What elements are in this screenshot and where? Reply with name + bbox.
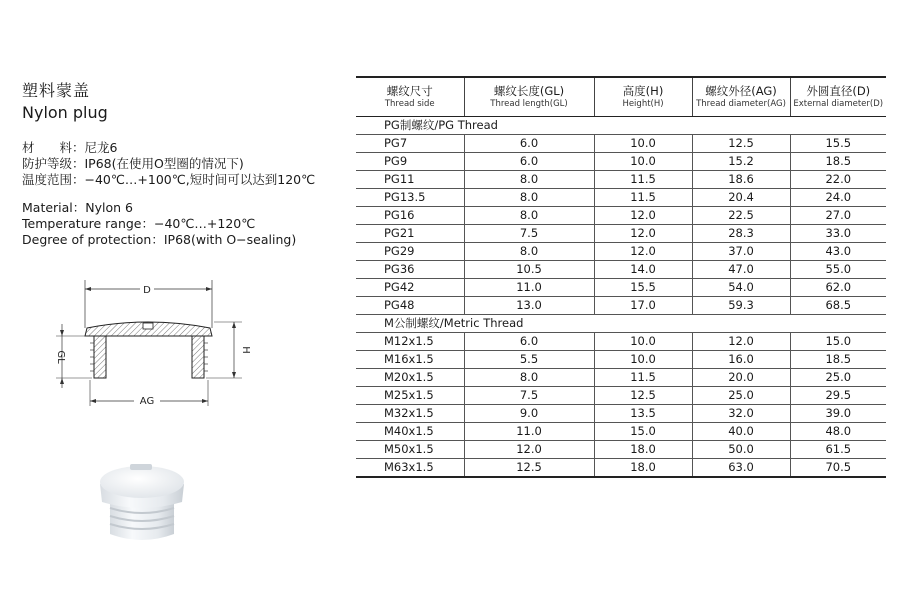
table-cell: 15.2 <box>692 153 790 171</box>
table-cell: 18.0 <box>594 441 692 459</box>
table-row <box>356 297 886 315</box>
table-cell: 12.5 <box>464 459 594 478</box>
table-cell: 33.0 <box>790 225 886 243</box>
table-cell: PG7 <box>356 135 464 153</box>
table-cell: 48.0 <box>790 423 886 441</box>
table-cell: M63x1.5 <box>356 459 464 478</box>
table-row <box>356 279 886 297</box>
table-cell: 20.4 <box>692 189 790 207</box>
spec-temperature-en: Temperature range：−40℃…+120℃ <box>22 216 256 231</box>
table-row <box>356 333 886 351</box>
table-row <box>356 153 886 171</box>
specification-table-wrapper <box>356 76 886 478</box>
table-cell: PG16 <box>356 207 464 225</box>
table-cell: 17.0 <box>594 297 692 315</box>
table-cell: 8.0 <box>464 369 594 387</box>
table-cell: 11.0 <box>464 279 594 297</box>
table-cell: 11.5 <box>594 171 692 189</box>
table-row <box>356 261 886 279</box>
dimension-ag-label: AG <box>139 396 155 407</box>
table-cell: 12.5 <box>692 135 790 153</box>
table-cell: PG48 <box>356 297 464 315</box>
table-cell: 68.5 <box>790 297 886 315</box>
table-cell: 7.5 <box>464 225 594 243</box>
table-cell: M25x1.5 <box>356 387 464 405</box>
header-thread-size: 螺纹尺寸 Thread side <box>356 77 464 117</box>
table-row <box>356 423 886 441</box>
table-cell: 37.0 <box>692 243 790 261</box>
table-cell: 10.0 <box>594 351 692 369</box>
table-cell: M50x1.5 <box>356 441 464 459</box>
table-cell: 29.5 <box>790 387 886 405</box>
table-row <box>356 189 886 207</box>
table-cell: 6.0 <box>464 333 594 351</box>
table-cell: 40.0 <box>692 423 790 441</box>
table-cell: 9.0 <box>464 405 594 423</box>
table-cell: 8.0 <box>464 189 594 207</box>
product-title-cn: 塑料蒙盖 <box>22 81 91 100</box>
table-cell: M16x1.5 <box>356 351 464 369</box>
table-cell: 8.0 <box>464 243 594 261</box>
table-cell: 15.5 <box>790 135 886 153</box>
spec-protection-cn: 防护等级：IP68(在使用O型圈的情况下) <box>22 156 244 171</box>
spec-temperature-cn: 温度范围：−40℃…+100℃,短时间可以达到120℃ <box>22 172 316 187</box>
table-cell: 8.0 <box>464 207 594 225</box>
table-cell: 12.0 <box>594 207 692 225</box>
table-cell: 28.3 <box>692 225 790 243</box>
table-cell: 18.5 <box>790 351 886 369</box>
table-row <box>356 405 886 423</box>
table-cell: 20.0 <box>692 369 790 387</box>
table-cell: PG9 <box>356 153 464 171</box>
table-cell: 32.0 <box>692 405 790 423</box>
table-cell: PG36 <box>356 261 464 279</box>
table-cell: 12.0 <box>692 333 790 351</box>
table-row <box>356 369 886 387</box>
table-cell: 50.0 <box>692 441 790 459</box>
table-row <box>356 459 886 478</box>
table-cell: 22.5 <box>692 207 790 225</box>
table-header-row <box>356 77 886 117</box>
table-cell: 27.0 <box>790 207 886 225</box>
plug-product-photo <box>96 456 188 544</box>
table-row <box>356 225 886 243</box>
table-cell: 22.0 <box>790 171 886 189</box>
table-cell: M12x1.5 <box>356 333 464 351</box>
table-cell: 10.0 <box>594 153 692 171</box>
table-cell: 39.0 <box>790 405 886 423</box>
table-cell: 5.5 <box>464 351 594 369</box>
table-cell: 6.0 <box>464 135 594 153</box>
table-row <box>356 135 886 153</box>
table-cell: 12.0 <box>594 243 692 261</box>
table-cell: 24.0 <box>790 189 886 207</box>
table-cell: 12.5 <box>594 387 692 405</box>
table-cell: 12.0 <box>464 441 594 459</box>
table-row <box>356 351 886 369</box>
group-label-pg: PG制螺纹/PG Thread <box>356 117 886 135</box>
spec-material-cn: 材 料：尼龙6 <box>22 140 118 155</box>
table-cell: 25.0 <box>692 387 790 405</box>
table-cell: 14.0 <box>594 261 692 279</box>
table-cell: 18.6 <box>692 171 790 189</box>
group-row-metric <box>356 315 886 333</box>
table-cell: 13.5 <box>594 405 692 423</box>
specification-table <box>356 76 886 478</box>
table-cell: 43.0 <box>790 243 886 261</box>
table-cell: 54.0 <box>692 279 790 297</box>
table-row <box>356 171 886 189</box>
table-row <box>356 243 886 261</box>
plug-technical-drawing <box>52 276 252 411</box>
group-row-pg <box>356 117 886 135</box>
table-cell: 18.5 <box>790 153 886 171</box>
table-cell: 15.5 <box>594 279 692 297</box>
table-cell: 11.0 <box>464 423 594 441</box>
table-row <box>356 387 886 405</box>
header-height: 高度(H) Height(H) <box>594 77 692 117</box>
table-cell: M32x1.5 <box>356 405 464 423</box>
table-cell: 15.0 <box>790 333 886 351</box>
table-cell: 63.0 <box>692 459 790 478</box>
table-cell: 8.0 <box>464 171 594 189</box>
table-cell: 62.0 <box>790 279 886 297</box>
table-cell: 70.5 <box>790 459 886 478</box>
table-cell: 10.0 <box>594 135 692 153</box>
dimension-h-label: H <box>240 346 251 354</box>
header-thread-diameter: 螺纹外径(AG) Thread diameter(AG) <box>692 77 790 117</box>
product-title-en: Nylon plug <box>22 103 108 122</box>
table-row <box>356 441 886 459</box>
spec-protection-en: Degree of protection：IP68(with O−sealing) <box>22 232 297 247</box>
table-cell: PG42 <box>356 279 464 297</box>
table-cell: 16.0 <box>692 351 790 369</box>
table-cell: 11.5 <box>594 189 692 207</box>
table-cell: 10.5 <box>464 261 594 279</box>
table-cell: PG21 <box>356 225 464 243</box>
table-cell: 11.5 <box>594 369 692 387</box>
table-cell: 61.5 <box>790 441 886 459</box>
table-cell: 47.0 <box>692 261 790 279</box>
dimension-gl-label: GL <box>55 350 66 364</box>
header-external-diameter: 外圆直径(D) External diameter(D) <box>790 77 886 117</box>
table-cell: PG29 <box>356 243 464 261</box>
table-cell: M40x1.5 <box>356 423 464 441</box>
table-cell: 12.0 <box>594 225 692 243</box>
table-cell: PG11 <box>356 171 464 189</box>
table-cell: 15.0 <box>594 423 692 441</box>
table-cell: 10.0 <box>594 333 692 351</box>
table-cell: 59.3 <box>692 297 790 315</box>
header-thread-length: 螺纹长度(GL) Thread length(GL) <box>464 77 594 117</box>
table-cell: 18.0 <box>594 459 692 478</box>
table-cell: 25.0 <box>790 369 886 387</box>
table-cell: PG13.5 <box>356 189 464 207</box>
table-cell: 13.0 <box>464 297 594 315</box>
product-info <box>22 78 342 248</box>
table-cell: M20x1.5 <box>356 369 464 387</box>
table-body <box>356 117 886 478</box>
table-cell: 6.0 <box>464 153 594 171</box>
spec-material-en: Material：Nylon 6 <box>22 200 133 215</box>
dimension-d-label: D <box>143 285 151 296</box>
table-cell: 7.5 <box>464 387 594 405</box>
group-label-metric: M公制螺纹/Metric Thread <box>356 315 886 333</box>
table-cell: 55.0 <box>790 261 886 279</box>
table-row <box>356 207 886 225</box>
